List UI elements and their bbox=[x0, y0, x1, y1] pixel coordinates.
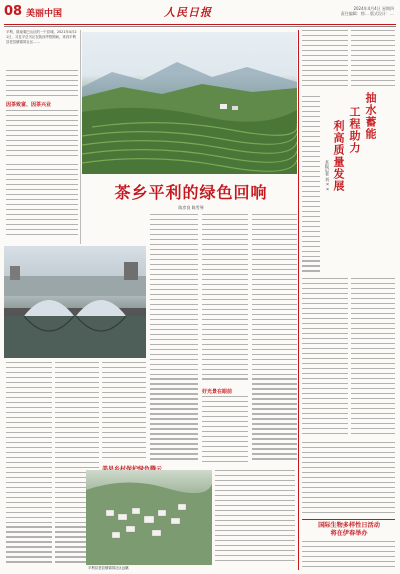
main-headline: 茶乡平利的绿色回响 bbox=[114, 183, 268, 202]
bottom-right-text bbox=[302, 541, 395, 571]
right-middle-text-2 bbox=[302, 278, 348, 438]
bottom-right-headline bbox=[300, 522, 398, 538]
header-rule bbox=[4, 24, 396, 25]
right-middle-text-3 bbox=[351, 278, 395, 438]
bottom-right-rule bbox=[302, 519, 395, 520]
page-header bbox=[4, 4, 396, 24]
page-number: 08 bbox=[4, 4, 23, 19]
subhead-1: 因茶致富、因茶兴业 bbox=[6, 102, 52, 108]
column-rule bbox=[80, 30, 81, 244]
main-byline: 陈彦良 陈雪琴 bbox=[178, 205, 204, 210]
left-column-text-2 bbox=[6, 110, 78, 162]
middle-column-text-4 bbox=[252, 214, 297, 466]
box-caption: 平利县老县镇锦屏社区远眺 bbox=[88, 566, 129, 570]
right-lower-text bbox=[302, 442, 395, 518]
section-name: 美丽中国 bbox=[26, 9, 63, 19]
middle-column-text-2 bbox=[202, 214, 248, 384]
side-article-author: 本报记者 刘×× bbox=[325, 160, 330, 192]
left-column-text-1 bbox=[6, 70, 78, 100]
intro-paragraph: 平利，陕南秦巴山区的一个县城。2021年4月21日，习近平总书记在陕西考察期间，来到平利县老县镇锦屏社区…… bbox=[6, 30, 77, 44]
right-middle-text-1 bbox=[302, 96, 320, 276]
village-illustration bbox=[86, 470, 212, 565]
side-article-title bbox=[326, 92, 378, 262]
masthead-logo: 人民日报 bbox=[164, 6, 212, 19]
left-column-text-3 bbox=[6, 164, 78, 242]
side-title-col-1: 抽水蓄能 bbox=[364, 92, 377, 140]
left-lower-text-3 bbox=[102, 362, 146, 462]
bridge-photo bbox=[4, 246, 146, 358]
bottom-right-headline-line-1: 国际生物多样性日活动 bbox=[318, 522, 380, 529]
right-column-rule bbox=[298, 30, 299, 570]
box-text bbox=[215, 470, 295, 565]
village-photo bbox=[86, 470, 212, 565]
right-top-text-2 bbox=[351, 30, 395, 90]
header-rule-thin bbox=[4, 26, 396, 27]
date-line bbox=[341, 6, 394, 16]
bridge-illustration bbox=[4, 246, 146, 358]
middle-column-text-1 bbox=[150, 214, 198, 464]
side-title-col-3: 利高质量发展 bbox=[332, 120, 345, 192]
right-top-text-1 bbox=[302, 30, 348, 90]
tea-terrace-illustration bbox=[82, 32, 297, 174]
side-title-col-2: 工程助力 bbox=[348, 106, 361, 154]
issue-date: 2024年4月4日 星期四 bbox=[353, 6, 394, 11]
subhead-2: 好光景在眼前 bbox=[202, 389, 233, 395]
tea-terrace-photo bbox=[82, 32, 297, 174]
left-lower-text-1 bbox=[6, 362, 52, 567]
bottom-right-headline-line-2: 将在伊春举办 bbox=[330, 530, 368, 537]
editor-line: 责任编辑：徐… 版式设计：… bbox=[340, 11, 394, 16]
middle-column-text-3 bbox=[202, 396, 248, 466]
